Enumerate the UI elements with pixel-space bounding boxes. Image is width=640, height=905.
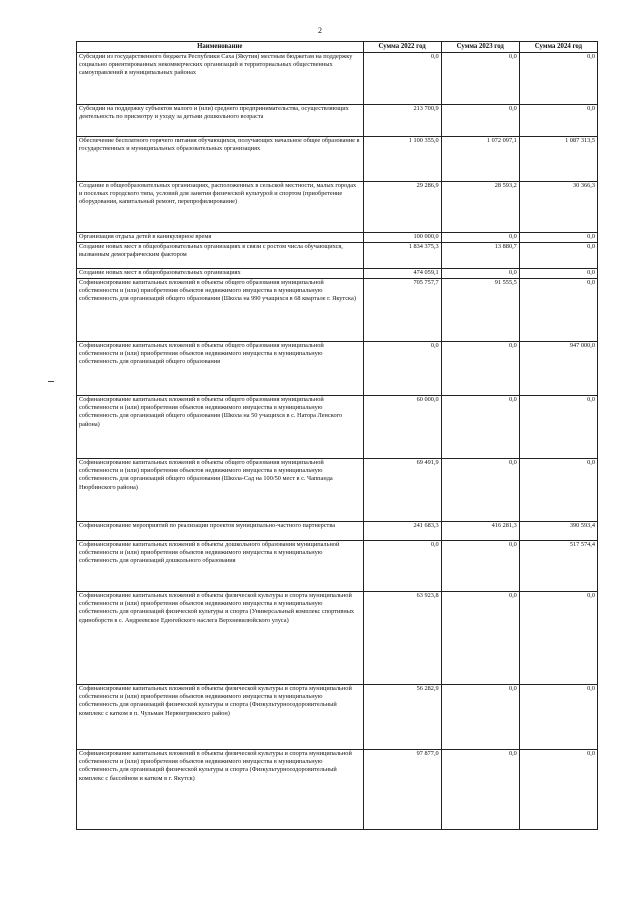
cell-2024: 0,0 <box>519 269 597 279</box>
header-2022: Сумма 2022 год <box>363 42 441 53</box>
row-name: Субсидии из государственного бюджета Республики Саха (Якутия) местным бюджетам на поддержку социально ориентированных некоммерческих организаций и территориальных общественных самоуправлений в муниципальных районах <box>77 53 364 105</box>
row-name: Софинансирование капитальных вложений в объекты дошкольного образования муниципальной собственности и (или) приобретения объектов недвижимого имущества в муниципальную собственность для организаций дошкольного образования <box>77 541 364 592</box>
table-row <box>77 53 598 105</box>
table-row <box>77 396 598 459</box>
table-row <box>77 137 598 182</box>
table-row <box>77 279 598 342</box>
page-number: 2 <box>318 26 322 35</box>
cell-2022: 705 757,7 <box>363 279 441 342</box>
cell-2024: 947 000,0 <box>519 342 597 396</box>
cell-2022: 1 100 355,0 <box>363 137 441 182</box>
cell-2022: 0,0 <box>363 541 441 592</box>
cell-2023: 0,0 <box>441 342 519 396</box>
row-name: Субсидии на поддержку субъектов малого и (или) среднего предпринимательства, осуществляющих деятельность по присмотру и уходу за детьми дошкольного возраста <box>77 105 364 137</box>
row-name: Создание в общеобразовательных организациях, расположенных в сельской местности, малых городах и поселках городского типа, условий для занятия физической культурой и спортом (приобретение оборудования, капитальный ремонт, перепрофилирование) <box>77 182 364 233</box>
cell-2024: 390 593,4 <box>519 522 597 541</box>
table-row <box>77 541 598 592</box>
table-row <box>77 233 598 243</box>
table-row <box>77 522 598 541</box>
row-name: Софинансирование капитальных вложений в объекты общего образования муниципальной собственности и (или) приобретения объектов недвижимого имущества в муниципальную собственность для организаций общего образования (Школа-Сад на 100/50 мест в с. Чаппанда Нюрбинского района) <box>77 459 364 522</box>
table-row <box>77 182 598 233</box>
cell-2024: 0,0 <box>519 459 597 522</box>
cell-2023: 0,0 <box>441 541 519 592</box>
table-row <box>77 342 598 396</box>
table-row <box>77 592 598 685</box>
row-name: Софинансирование капитальных вложений в объекты физической культуры и спорта муниципальной собственности и (или) приобретения объектов недвижимого имущества в муниципальную собственность для организаций физической культуры и спорта (Универсальный комплекс спортивных единоборств в с. Андреевское Едюгейского наслега Верхневилюйского улуса) <box>77 592 364 685</box>
cell-2024: 517 574,4 <box>519 541 597 592</box>
row-name: Создание новых мест в общеобразовательных организациях <box>77 269 364 279</box>
cell-2022: 63 923,8 <box>363 592 441 685</box>
table-row <box>77 269 598 279</box>
cell-2023: 91 555,5 <box>441 279 519 342</box>
table-header-row <box>77 42 598 53</box>
cell-2022: 29 286,9 <box>363 182 441 233</box>
cell-2023: 0,0 <box>441 53 519 105</box>
cell-2022: 0,0 <box>363 342 441 396</box>
row-name: Софинансирование капитальных вложений в объекты физической культуры и спорта муниципальной собственности и (или) приобретения объектов недвижимого имущества в муниципальную собственность для организаций физической культуры и спорта (Физкультурнооздоровительный комплекс с катком в п. Чульман Нерюнгринского район) <box>77 685 364 750</box>
cell-2023: 0,0 <box>441 750 519 830</box>
row-name: Организация отдыха детей в каникулярное время <box>77 233 364 243</box>
cell-2023: 0,0 <box>441 233 519 243</box>
header-name: Наименование <box>77 42 364 53</box>
row-name: Софинансирование капитальных вложений в объекты физической культуры и спорта муниципальной собственности и (или) приобретения объектов недвижимого имущества в муниципальную собственность для организаций физической культуры и спорта (Физкультурнооздоровительный комплекс с бассейном и катком в г. Якутск) <box>77 750 364 830</box>
cell-2022: 241 683,3 <box>363 522 441 541</box>
cell-2024: 0,0 <box>519 53 597 105</box>
cell-2022: 1 834 375,3 <box>363 243 441 269</box>
cell-2023: 28 593,2 <box>441 182 519 233</box>
table-row <box>77 750 598 830</box>
table-row <box>77 459 598 522</box>
table-row <box>77 105 598 137</box>
cell-2022: 474 059,1 <box>363 269 441 279</box>
header-2023: Сумма 2023 год <box>441 42 519 53</box>
table-row <box>77 243 598 269</box>
cell-2024: 30 366,3 <box>519 182 597 233</box>
cell-2022: 69 491,9 <box>363 459 441 522</box>
margin-mark <box>48 381 54 382</box>
cell-2022: 97 877,0 <box>363 750 441 830</box>
cell-2024: 1 087 313,5 <box>519 137 597 182</box>
row-name: Софинансирование капитальных вложений в объекты общего образования муниципальной собственности и (или) приобретения объектов недвижимого имущества в муниципальную собственность для организаций общего образования (Школа на 50 учащихся в с. Натора Ленского района) <box>77 396 364 459</box>
cell-2023: 416 281,3 <box>441 522 519 541</box>
cell-2024: 0,0 <box>519 105 597 137</box>
cell-2023: 1 072 097,1 <box>441 137 519 182</box>
cell-2023: 13 880,7 <box>441 243 519 269</box>
table-row <box>77 685 598 750</box>
cell-2023: 0,0 <box>441 459 519 522</box>
cell-2024: 0,0 <box>519 279 597 342</box>
cell-2024: 0,0 <box>519 396 597 459</box>
budget-table <box>76 41 598 830</box>
cell-2022: 100 000,0 <box>363 233 441 243</box>
cell-2023: 0,0 <box>441 396 519 459</box>
cell-2022: 56 282,9 <box>363 685 441 750</box>
cell-2024: 0,0 <box>519 750 597 830</box>
row-name: Софинансирование капитальных вложений в объекты общего образования муниципальной собственности и (или) приобретения объектов недвижимого имущества в муниципальную собственность для организаций общего образования (Школа на 990 учащихся в 68 квартале г. Якутска) <box>77 279 364 342</box>
row-name: Создание новых мест в общеобразовательных организациях в связи с ростом числа обучающихся, вызванным демографическим фактором <box>77 243 364 269</box>
header-2024: Сумма 2024 год <box>519 42 597 53</box>
cell-2024: 0,0 <box>519 685 597 750</box>
cell-2022: 0,0 <box>363 53 441 105</box>
row-name: Обеспечение бесплатного горячего питания обучающихся, получающих начальное общее образование в государственных и муниципальных образовательных организациях <box>77 137 364 182</box>
cell-2023: 0,0 <box>441 685 519 750</box>
cell-2022: 213 700,9 <box>363 105 441 137</box>
cell-2024: 0,0 <box>519 233 597 243</box>
cell-2023: 0,0 <box>441 105 519 137</box>
cell-2024: 0,0 <box>519 243 597 269</box>
cell-2022: 60 000,0 <box>363 396 441 459</box>
row-name: Софинансирование капитальных вложений в объекты общего образования муниципальной собственности и (или) приобретения объектов недвижимого имущества в муниципальную собственность для организаций общего образования <box>77 342 364 396</box>
cell-2023: 0,0 <box>441 592 519 685</box>
cell-2023: 0,0 <box>441 269 519 279</box>
row-name: Софинансирование мероприятий по реализации проектов муниципально-частного партнерства <box>77 522 364 541</box>
cell-2024: 0,0 <box>519 592 597 685</box>
